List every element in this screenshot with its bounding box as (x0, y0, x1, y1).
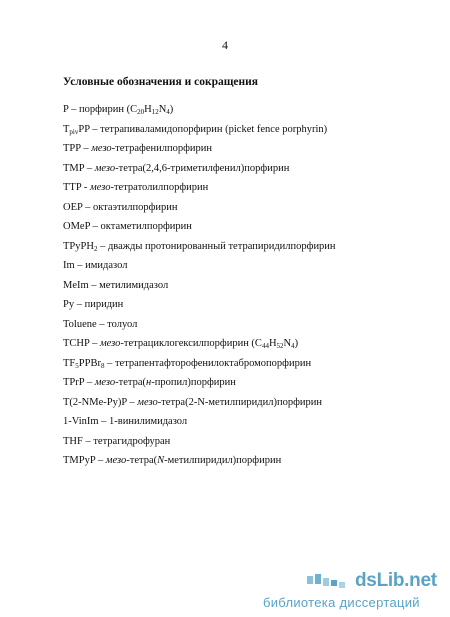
text-run: ) (294, 338, 299, 349)
text-run: T (63, 123, 70, 135)
text-run: TMP – (63, 162, 95, 174)
abbreviation-item (63, 393, 433, 413)
text-run: P – порфирин (C (63, 104, 138, 115)
subscript: 4 (166, 108, 170, 116)
abbreviation-item (63, 217, 433, 237)
text-run: -тетрафенилпорфирин (111, 143, 213, 154)
abbreviation-item (63, 432, 433, 452)
page-number: 4 (222, 38, 228, 52)
subscript: 4 (291, 342, 295, 350)
text-run: TPrP – (63, 377, 95, 388)
abbreviation-item (63, 256, 433, 276)
italic-text: мезо (94, 162, 116, 174)
text-run: H (144, 104, 152, 115)
text-run: – тетрапентафторофенилоктабромопорфирин (104, 357, 312, 369)
text-run: OEP – октаэтилпорфирин (63, 201, 178, 213)
subscript: 12 (151, 108, 159, 116)
text-run: Toluene – толуол (63, 318, 138, 330)
subscript: piv (69, 127, 79, 136)
abbreviation-item (63, 354, 433, 374)
abbreviation-item (63, 315, 433, 335)
italic-text: мезо (105, 455, 127, 466)
abbreviation-item (63, 178, 433, 198)
abbreviation-item (63, 139, 433, 159)
abbreviation-item (63, 276, 433, 296)
text-run: H (268, 338, 277, 349)
italic-text: N (157, 455, 165, 466)
text-run: -тетра( (115, 377, 147, 388)
abbreviation-item (63, 451, 433, 471)
text-run: ) (169, 104, 174, 115)
text-run: PPBr (78, 357, 101, 369)
italic-text: мезо (99, 338, 121, 349)
abbreviation-list (63, 100, 433, 471)
abbreviation-item (63, 373, 433, 393)
abbreviation-item (63, 295, 433, 315)
abbreviation-item (63, 412, 433, 432)
text-run: N (158, 104, 167, 115)
text-run: TCHP – (63, 338, 100, 349)
italic-text: н (146, 377, 152, 388)
italic-text: мезо (94, 377, 116, 388)
abbreviation-item (63, 120, 433, 140)
text-run: -тетратолилпорфирин (110, 182, 209, 193)
italic-text: мезо (91, 143, 112, 154)
italic-text: мезо (137, 396, 158, 408)
text-run: TMPyP – (63, 455, 106, 466)
text-run: THF – тетрагидрофуран (63, 435, 171, 447)
text-run: MeIm – метилимидазол (63, 279, 169, 291)
watermark-subtitle: библиотека диссертаций (263, 595, 420, 610)
abbreviation-item (63, 100, 433, 120)
text-run: OMeP – октаметилпорфирин (63, 221, 192, 232)
text-run: -тетра(2-N-метилпиридил)порфирин (157, 396, 323, 408)
text-run: TTP - (63, 182, 91, 193)
subscript: 52 (276, 342, 284, 350)
italic-text: мезо (90, 182, 111, 193)
subscript: 20 (137, 108, 145, 116)
text-run: Py – пиридин (63, 299, 124, 310)
section-heading: Условные обозначения и сокращения (63, 76, 259, 88)
text-run: -тетра(2,4,6-триметилфенил)порфирин (115, 162, 290, 174)
text-run: 1-VinIm – 1-винилимидазол (63, 416, 188, 427)
text-run: – дважды протонированный тетрапиридилпорфирин (97, 240, 336, 252)
text-run: Im – имидазол (63, 260, 128, 271)
text-run: T(2-NMe-Py)P – (63, 396, 138, 408)
text-run: TPyPH (63, 240, 94, 252)
text-run: PP – тетрапиваламидопорфирин (picket fence porphyrin) (78, 123, 328, 135)
abbreviation-item (63, 237, 433, 257)
text-run: -метилпиридил)порфирин (164, 455, 282, 466)
subscript: 44 (261, 342, 269, 350)
subscript: 2 (93, 244, 98, 253)
dslib-logo-icon (305, 570, 357, 592)
text-run: -тетра( (126, 455, 158, 466)
text-run: TPP – (63, 143, 92, 154)
abbreviation-item (63, 334, 433, 354)
text-run: -тетрациклогексилпорфирин (C (120, 338, 262, 349)
abbreviation-item (63, 198, 433, 218)
text-run: -пропил)порфирин (151, 377, 236, 388)
watermark-title: dsLib.net (355, 570, 437, 591)
subscript: 5 (75, 361, 79, 370)
text-run: TF (63, 357, 76, 369)
subscript: 8 (100, 361, 105, 370)
abbreviation-item (63, 159, 433, 179)
text-run: N (283, 338, 292, 349)
